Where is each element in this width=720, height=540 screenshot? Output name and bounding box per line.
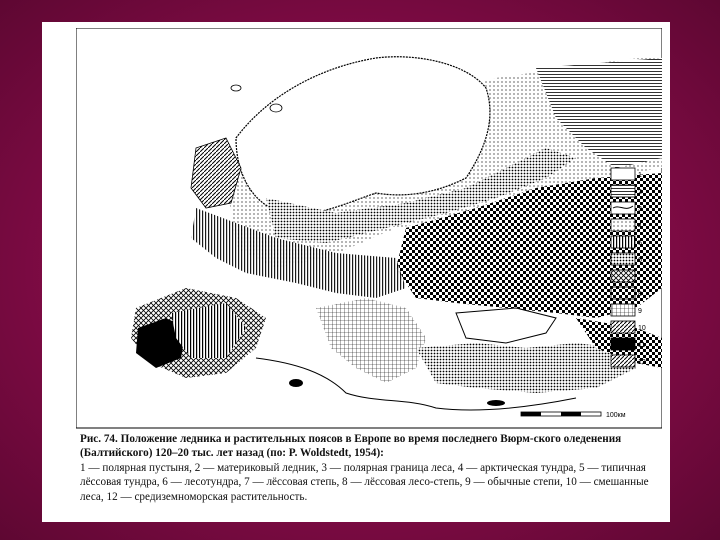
- forest-tundra-swatch: [611, 253, 635, 265]
- loess-forest-steppe-swatch: [611, 287, 635, 299]
- svg-text:1: 1: [638, 172, 642, 179]
- europe-glaciation-map: [76, 28, 662, 438]
- caption-title: Рис. 74. Положение ледника и растительных поясов в Европе во время последнего Вюрм-ского оледенения (Балтийского) 120–20 тыс. лет назад (по: P. Woldstedt, 1954):: [80, 433, 622, 460]
- svg-text:10: 10: [638, 325, 646, 332]
- svg-text:6: 6: [638, 257, 642, 264]
- svg-text:4: 4: [638, 223, 642, 230]
- black-swatch: [611, 338, 635, 350]
- glacier-swatch: [611, 185, 635, 197]
- svg-text:2: 2: [638, 189, 642, 196]
- mediterranean-swatch: [611, 355, 635, 367]
- caption-legend-text: 1 — полярная пустыня, 2 — материковый ледник, 3 — полярная граница леса, 4 — арктическая тундра, 5 — типичная лёссовая тундра, 6 — лесотундра, 7 — лёссовая степь, 8 — лёссовая лесо-степь, 9 — обычные степи, 10 — смешанные леса, 12 — средиземноморская растительность.: [80, 461, 649, 503]
- arctic-tundra-swatch: [611, 219, 635, 231]
- figure-caption: [80, 432, 656, 504]
- svg-text:8: 8: [638, 291, 642, 298]
- loess-steppe-swatch: [611, 270, 635, 282]
- ordinary-steppe-swatch: [611, 304, 635, 316]
- map-svg: [76, 28, 662, 438]
- svg-text:11: 11: [638, 342, 646, 349]
- mixed-forest-swatch: [611, 321, 635, 333]
- slide-card: [42, 22, 670, 522]
- scale-label: 100км: [606, 412, 626, 419]
- svg-text:3: 3: [638, 206, 642, 213]
- svg-text:9: 9: [638, 308, 642, 315]
- loess-tundra-swatch: [611, 236, 635, 248]
- svg-text:12: 12: [638, 359, 646, 366]
- polar-desert-swatch: [611, 168, 635, 180]
- svg-text:7: 7: [638, 274, 642, 281]
- svg-text:5: 5: [638, 240, 642, 247]
